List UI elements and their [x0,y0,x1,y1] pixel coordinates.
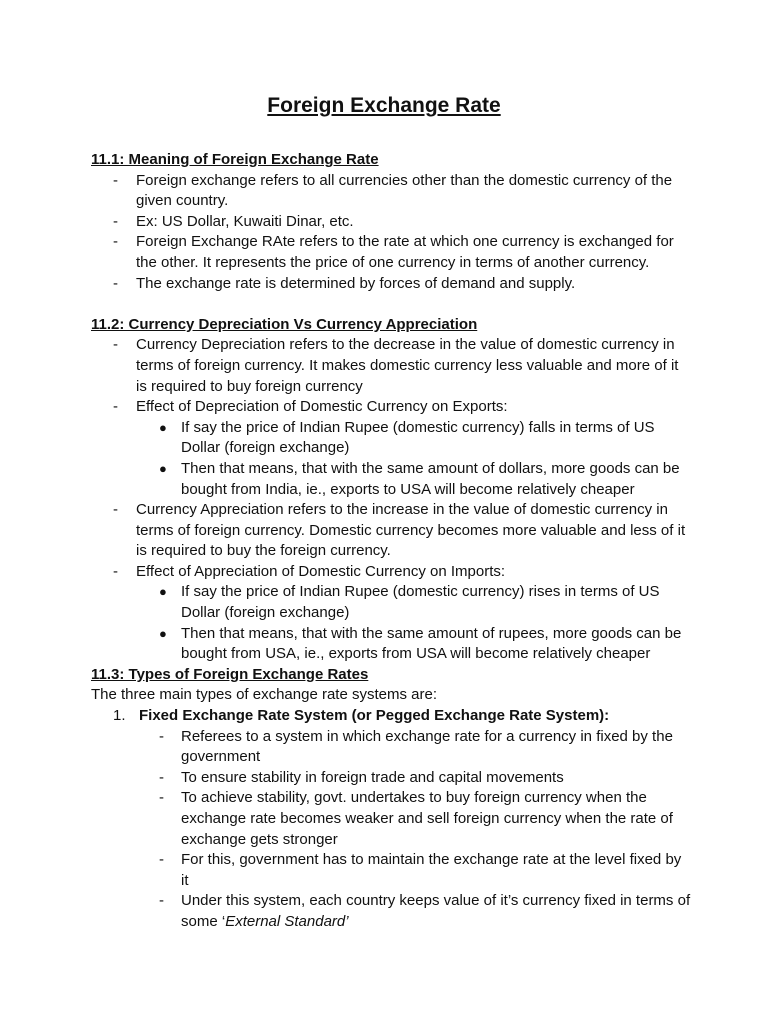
number-marker: 1. [113,707,126,725]
dash-marker: - [159,789,164,807]
list-item-text: Then that means, that with the same amount of dollars, more goods can be bought from India, ie., exports to USA will become relatively cheaper [181,459,680,498]
list-item-text: If say the price of Indian Rupee (domestic currency) falls in terms of US Dollar (foreign exchange) [181,418,655,457]
bullet-marker: ● [159,625,167,641]
spacer [91,294,691,315]
list-item-text: To ensure stability in foreign trade and capital movements [181,768,564,786]
dash-marker: - [113,171,118,189]
dash-marker: - [113,336,118,354]
section-intro: The three main types of exchange rate systems are: [91,686,438,704]
list-item-text: Then that means, that with the same amount of rupees, more goods can be bought from USA, ie., exports from USA will become relatively cheaper [181,624,682,663]
list-item [91,582,691,623]
list-item-text: Effect of Depreciation of Domestic Currency on Exports: [136,398,508,416]
dash-marker: - [113,274,118,292]
document-body [91,150,691,933]
list-item [91,624,691,665]
dash-marker: - [159,892,164,910]
list-item [91,335,691,397]
dash-marker: - [113,212,118,230]
list-item [91,891,691,932]
list-item [91,232,691,273]
list-item [91,768,691,789]
list-item-text: Currency Depreciation refers to the decrease in the value of domestic currency in terms of foreign currency. It makes domestic currency less valuable and more of it is required to buy foreign currency [136,336,679,395]
dash-marker: - [113,233,118,251]
list-item [91,500,691,562]
section-heading-11-1: 11.1: Meaning of Foreign Exchange Rate [91,151,379,168]
list-item [91,562,691,583]
numbered-item-title: Fixed Exchange Rate System (or Pegged Exchange Rate System): [139,707,610,725]
numbered-item [91,706,691,727]
page-title: Foreign Exchange Rate [267,94,501,117]
list-item [91,397,691,418]
list-item-text: Under this system, each country keeps value of it’s currency fixed in terms of some ‘ [181,892,691,930]
dash-marker: - [159,851,164,869]
list-item-text: To achieve stability, govt. undertakes to buy foreign currency when the exchange rate becomes weaker and sell foreign currency when the rate of exchange gets stronger [181,789,673,848]
list-item-text: The exchange rate is determined by forces of demand and supply. [136,274,576,292]
bullet-marker: ● [159,460,167,476]
list-item [91,171,691,212]
list-item [91,212,691,233]
section-heading-11-2: 11.2: Currency Depreciation Vs Currency Appreciation [91,315,478,333]
dash-marker: - [159,768,164,786]
section-heading-11-3: 11.3: Types of Foreign Exchange Rates [91,665,369,683]
list-item-text: Referees to a system in which exchange rate for a currency in fixed by the government [181,727,673,766]
list-item [91,788,691,850]
list-item-text: Foreign exchange refers to all currencies other than the domestic currency of the given country. [136,171,673,210]
list-item [91,727,691,768]
bullet-marker: ● [159,584,167,600]
list-item-text: If say the price of Indian Rupee (domestic currency) rises in terms of US Dollar (foreign exchange) [181,583,660,622]
list-item-text: Ex: US Dollar, Kuwaiti Dinar, etc. [136,212,354,230]
list-item [91,418,691,459]
list-item [91,459,691,500]
list-item-text: Foreign Exchange RAte refers to the rate at which one currency is exchanged for the other. It represents the price of one currency in terms of another currency. [136,233,674,271]
dash-marker: - [113,501,118,519]
list-item-text: For this, government has to maintain the exchange rate at the level fixed by it [181,851,682,889]
dash-marker: - [113,398,118,416]
list-item [91,850,691,891]
list-item [91,274,691,295]
list-item-text: Effect of Appreciation of Domestic Currency on Imports: [136,562,506,580]
dash-marker: - [159,727,164,745]
emphasis-text: External Standard’ [225,912,349,930]
list-item-text: Currency Appreciation refers to the increase in the value of domestic currency in terms of foreign currency. Domestic currency becomes more valuable and less of it is required to buy the foreign currency. [136,501,686,560]
dash-marker: - [113,562,118,580]
bullet-marker: ● [159,419,167,435]
